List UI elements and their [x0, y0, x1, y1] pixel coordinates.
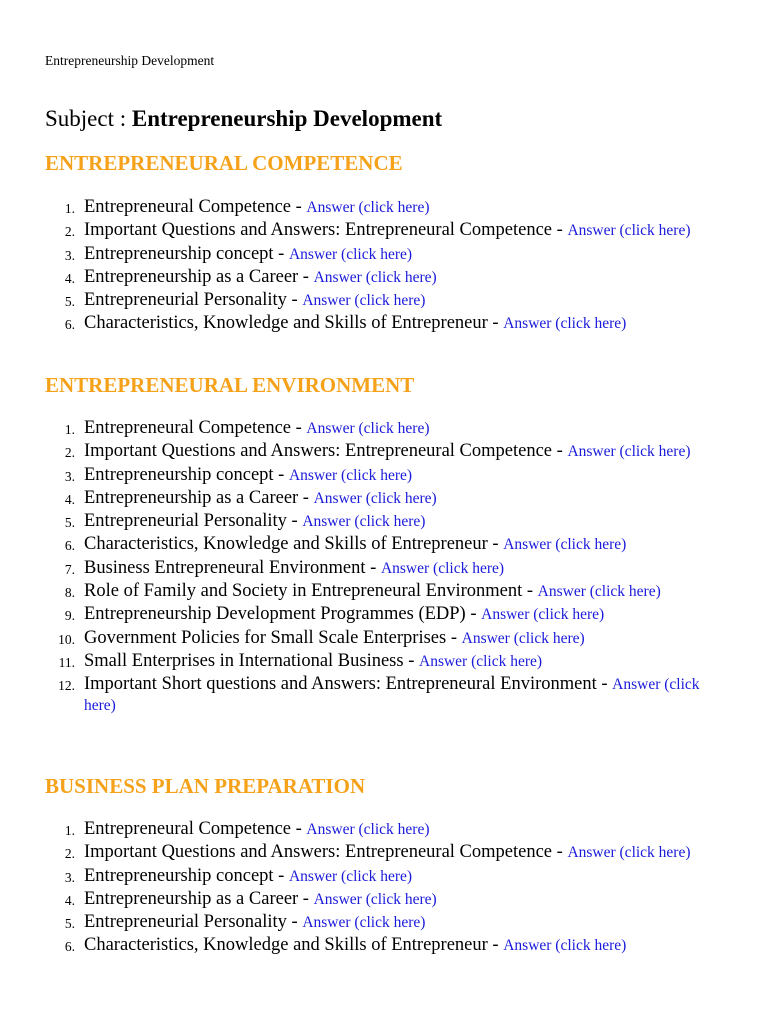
answer-link[interactable]: Answer (click here) — [302, 292, 426, 310]
list-item — [45, 674, 735, 716]
list-item — [45, 418, 735, 439]
item-number: 1. — [64, 201, 75, 216]
list-item — [45, 628, 735, 649]
answer-link[interactable]: Answer (click here) — [306, 821, 430, 838]
item-text: Role of Family and Society in Entrepreneural Environment - — [84, 581, 538, 602]
item-number: 9. — [64, 608, 75, 624]
list-item — [45, 842, 735, 863]
item-text: Business Entrepreneural Environment - — [84, 557, 381, 578]
item-text: Entrepreneural Competence - — [84, 418, 307, 438]
item-text: Entrepreneurial Personality - — [84, 290, 303, 311]
item-number: 7. — [64, 561, 75, 577]
list-item — [45, 290, 735, 311]
list-item — [45, 534, 735, 555]
answer-link[interactable]: Answer (click here) — [84, 676, 700, 715]
list-item — [45, 604, 735, 625]
item-text: Entrepreneurial Personality - — [84, 912, 303, 933]
list-item — [45, 244, 735, 265]
item-number: 5. — [64, 515, 75, 531]
item-number: 6. — [64, 538, 75, 554]
item-text: Government Policies for Small Scale Enterprises - — [84, 627, 462, 648]
section-heading-environment: ENTREPRENEURAL ENVIRONMENT — [45, 373, 415, 397]
list-item — [45, 511, 735, 532]
answer-link[interactable]: Answer (click here) — [461, 629, 585, 647]
answer-link[interactable]: Answer (click here) — [313, 489, 437, 507]
item-number: 3. — [64, 468, 75, 484]
item-number: 4. — [64, 491, 75, 507]
answer-link[interactable]: Answer (click here) — [567, 844, 691, 862]
item-text: Characteristics, Knowledge and Skills of Entrepreneur - — [84, 534, 504, 555]
item-number: 2. — [64, 445, 75, 461]
list-item — [45, 220, 735, 241]
item-text: Entrepreneurship as a Career - — [84, 888, 314, 909]
answer-link[interactable]: Answer (click here) — [503, 315, 627, 333]
answer-link[interactable]: Answer (click here) — [306, 420, 430, 437]
answer-link[interactable]: Answer (click here) — [313, 890, 437, 908]
section-list-competence — [45, 197, 735, 337]
subject-label: Subject : — [45, 106, 132, 131]
item-number: 3. — [64, 247, 75, 263]
item-number: 12. — [58, 678, 75, 694]
item-number: 2. — [64, 224, 75, 240]
item-number: 3. — [64, 869, 75, 885]
section-list-environment — [45, 418, 735, 719]
item-text: Entrepreneurial Personality - — [84, 511, 303, 532]
list-item — [45, 651, 735, 672]
answer-link[interactable]: Answer (click here) — [288, 867, 413, 885]
item-text: Entrepreneural Competence - — [84, 819, 307, 839]
item-number: 11. — [58, 654, 75, 670]
answer-link[interactable]: Answer (click here) — [302, 914, 426, 932]
item-text: Characteristics, Knowledge and Skills of Entrepreneur - — [84, 935, 504, 956]
item-number: 6. — [64, 939, 75, 955]
item-number: 5. — [64, 916, 75, 932]
section-heading-business-plan: BUSINESS PLAN PREPARATION — [45, 774, 366, 798]
item-number: 8. — [64, 585, 75, 601]
answer-link[interactable]: Answer (click here) — [503, 536, 627, 554]
item-text: Entrepreneurship concept - — [84, 865, 289, 886]
item-number: 5. — [64, 294, 75, 310]
item-text: Small Enterprises in International Business - — [84, 650, 419, 671]
section-heading-competence: ENTREPRENEURAL COMPETENCE — [45, 151, 403, 175]
answer-link[interactable]: Answer (click here) — [288, 245, 413, 263]
list-item — [45, 267, 735, 288]
list-item — [45, 889, 735, 910]
item-text: Important Questions and Answers: Entrepreneural Competence - — [84, 842, 568, 863]
item-text: Entrepreneural Competence - — [84, 197, 307, 217]
subject-title: Entrepreneurship Development — [131, 106, 443, 131]
list-item — [45, 488, 735, 509]
item-text: Entrepreneurship as a Career - — [84, 487, 314, 508]
answer-link[interactable]: Answer (click here) — [537, 583, 661, 601]
item-number: 4. — [64, 892, 75, 908]
list-item — [45, 197, 735, 218]
item-text: Entrepreneurship as a Career - — [84, 266, 314, 287]
answer-link[interactable]: Answer (click here) — [288, 466, 413, 484]
list-item — [45, 866, 735, 887]
item-text: Characteristics, Knowledge and Skills of Entrepreneur - — [84, 313, 504, 334]
page-title — [45, 106, 442, 132]
item-text: Important Short questions and Answers: Entrepreneural Environment - — [84, 674, 613, 695]
item-text: Important Questions and Answers: Entrepreneural Competence - — [84, 220, 568, 241]
answer-link[interactable]: Answer (click here) — [380, 559, 505, 577]
item-number: 10. — [58, 631, 75, 647]
item-number: 2. — [64, 846, 75, 862]
list-item — [45, 581, 735, 602]
item-text: Important Questions and Answers: Entrepreneural Competence - — [84, 441, 568, 462]
running-header: Entrepreneurship Development — [45, 53, 215, 68]
list-item — [45, 441, 735, 462]
answer-link[interactable]: Answer (click here) — [481, 606, 605, 624]
answer-link[interactable]: Answer (click here) — [313, 268, 437, 286]
item-text: Entrepreneurship Development Programmes (EDP) - — [84, 604, 482, 625]
list-item — [45, 313, 735, 334]
item-text: Entrepreneurship concept - — [84, 243, 289, 264]
list-item — [45, 935, 735, 956]
answer-link[interactable]: Answer (click here) — [302, 513, 426, 531]
answer-link[interactable]: Answer (click here) — [567, 222, 691, 240]
answer-link[interactable]: Answer (click here) — [503, 937, 627, 955]
item-number: 6. — [64, 317, 75, 333]
item-text: Entrepreneurship concept - — [84, 464, 289, 485]
section-list-business-plan — [45, 819, 735, 959]
list-item — [45, 912, 735, 933]
item-number: 4. — [64, 270, 75, 286]
item-number: 1. — [64, 823, 75, 838]
list-item — [45, 465, 735, 486]
answer-link[interactable]: Answer (click here) — [419, 652, 543, 670]
list-item — [45, 558, 735, 579]
list-item — [45, 819, 735, 840]
answer-link[interactable]: Answer (click here) — [306, 199, 430, 216]
answer-link[interactable]: Answer (click here) — [567, 443, 691, 461]
item-number: 1. — [64, 422, 75, 437]
